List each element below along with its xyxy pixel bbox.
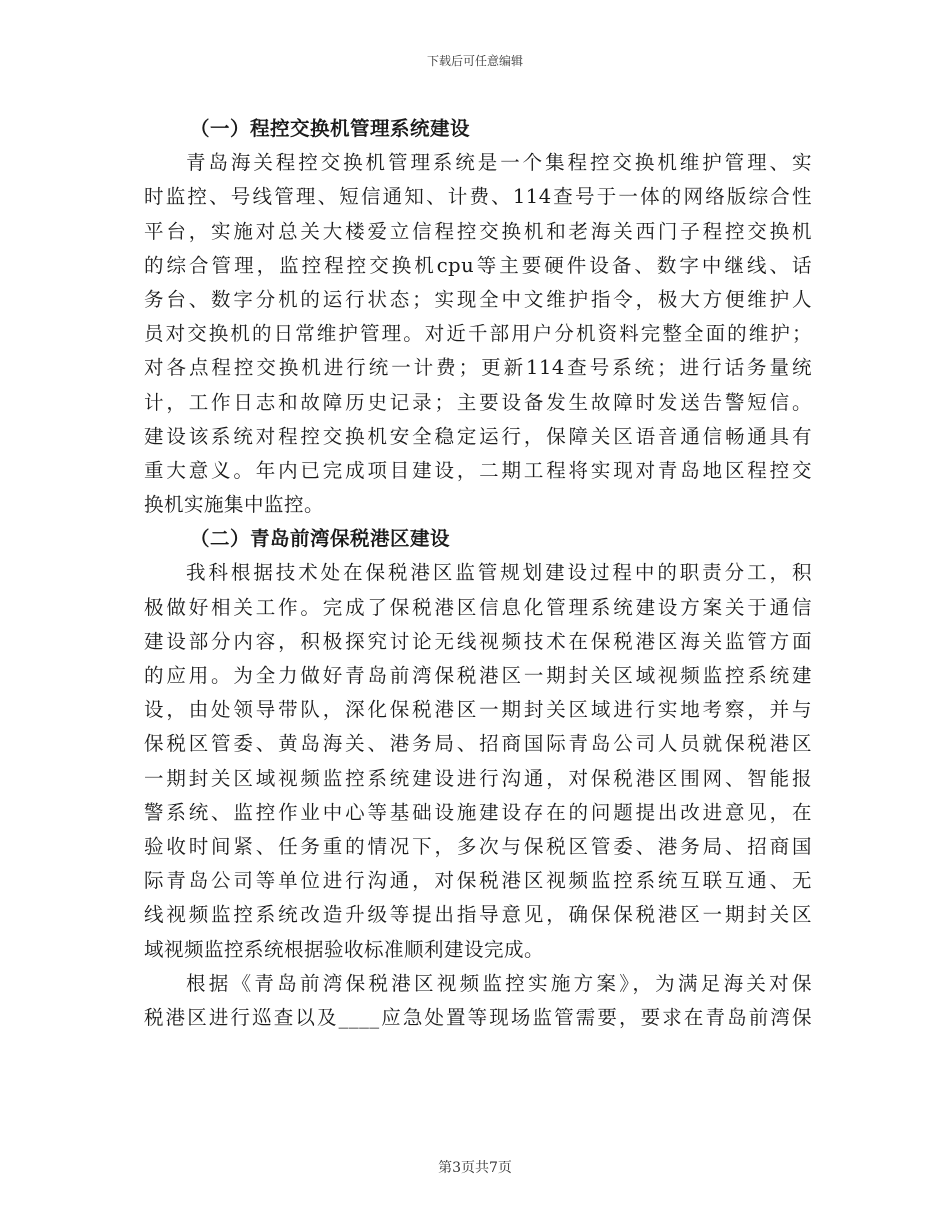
paragraph-line: 的应用。为全力做好青岛前湾保税港区一期封关区域视频监控系统建 <box>144 664 812 687</box>
paragraph-line: 我科根据技术处在保税港区监管规划建设过程中的职责分工，积 <box>186 561 812 585</box>
paragraph-line: 换机实施集中监控。 <box>144 493 325 517</box>
paragraph-line: 员对交换机的日常维护管理。对近千部用户分机资料完整全面的维护； <box>144 322 812 346</box>
paragraph <box>144 556 812 966</box>
paragraph-line: 设，由处领导带队，深化保税港区一期封关区域进行实地考察，并与 <box>144 698 812 722</box>
paragraph-line: 保税区管委、黄岛海关、港务局、招商国际青岛公司人员就保税港区 <box>144 732 812 756</box>
paragraph-line: 对各点程控交换机进行统一计费；更新114查号系统；进行话务量统 <box>144 356 812 380</box>
paragraph-line: 域视频监控系统根据验收标准顺利建设完成。 <box>144 937 545 961</box>
paragraph-line: 时监控、号线管理、短信通知、计费、114查号于一体的网络版综合性 <box>144 185 812 209</box>
document-body <box>144 112 812 1035</box>
paragraph-line: 极做好相关工作。完成了保税港区信息化管理系统建设方案关于通信 <box>144 595 812 619</box>
paragraph-line: 重大意义。年内已完成项目建设，二期工程将实现对青岛地区程控交 <box>144 458 812 482</box>
paragraph-line: 际青岛公司等单位进行沟通，对保税港区视频监控系统互联互通、无 <box>144 869 812 893</box>
page-header: 下载后可任意编辑 <box>426 54 523 68</box>
paragraph-line: 一期封关区域视频监控系统建设进行沟通，对保税港区围网、智能报 <box>144 766 812 790</box>
paragraph-line: 验收时间紧、任务重的情况下，多次与保税区管委、港务局、招商国 <box>144 834 812 858</box>
paragraph-line: 青岛海关程控交换机管理系统是一个集程控交换机维护管理、实 <box>186 151 812 175</box>
paragraph <box>144 146 812 522</box>
paragraph-line: 务台、数字分机的运行状态；实现全中文维护指令，极大方便维护人 <box>144 287 812 311</box>
section-heading: （二）青岛前湾保税港区建设 <box>190 527 451 551</box>
section-heading: （一）程控交换机管理系统建设 <box>190 117 471 140</box>
paragraph-line: 根据《青岛前湾保税港区视频监控实施方案》，为满足海关对保 <box>186 971 812 995</box>
paragraph-line: 税港区进行巡查以及____应急处置等现场监管需要，要求在青岛前湾保 <box>144 1005 812 1029</box>
paragraph-line: 警系统、监控作业中心等基础设施建设存在的问题提出改进意见，在 <box>144 800 812 824</box>
paragraph <box>144 967 812 1035</box>
paragraph-line: 线视频监控系统改造升级等提出指导意见，确保保税港区一期封关区 <box>144 903 812 927</box>
paragraph-line: 的综合管理，监控程控交换机cpu等主要硬件设备、数字中继线、话 <box>144 253 812 277</box>
paragraph-line: 建设该系统对程控交换机安全稳定运行，保障关区语音通信畅通具有 <box>144 424 812 448</box>
paragraph-line: 平台，实施对总关大楼爱立信程控交换机和老海关西门子程控交换机 <box>144 219 812 243</box>
paragraph-line: 建设部分内容，积极探究讨论无线视频技术在保税港区海关监管方面 <box>144 629 812 653</box>
paragraph-line: 计，工作日志和故障历史记录；主要设备发生故障时发送告警短信。 <box>144 390 812 414</box>
page-number: 第3页共7页 <box>438 1160 512 1176</box>
